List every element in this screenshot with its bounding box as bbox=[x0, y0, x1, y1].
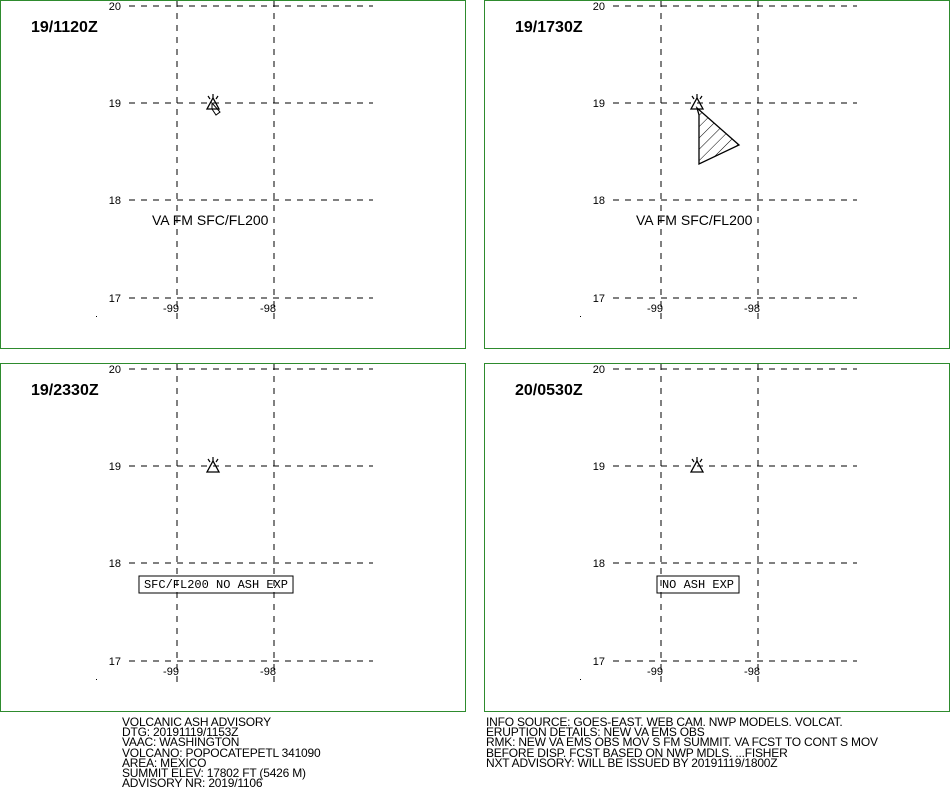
advisory-remark-cont: BEFORE DISP. FCST BASED ON NWP MDLS. ...FISHER bbox=[486, 745, 788, 760]
latitude-label: 20 bbox=[108, 1, 121, 13]
latitude-label: 17 bbox=[108, 656, 121, 668]
advisory-left-block bbox=[122, 715, 321, 791]
longitude-label: -99 bbox=[647, 303, 663, 315]
advisory-remark: RMK: NEW VA EMS OBS MOV S FM SUMMIT. VA FCST TO CONT S MOV bbox=[486, 735, 878, 750]
vertical-extent-note: VA FM SFC/FL200 bbox=[152, 212, 269, 228]
advisory-title: VOLCANIC ASH ADVISORY bbox=[122, 715, 271, 729]
latitude-label: 18 bbox=[592, 558, 605, 570]
longitude-label: -98 bbox=[260, 666, 276, 678]
longitude-label: -98 bbox=[744, 303, 760, 315]
advisory-vaac: VAAC: WASHINGTON bbox=[122, 735, 240, 750]
latitude-label: 17 bbox=[592, 293, 605, 305]
longitude-label: -98 bbox=[260, 303, 276, 315]
map-canvas bbox=[1, 364, 467, 713]
latitude-label: 17 bbox=[592, 656, 605, 668]
map-canvas bbox=[1, 1, 467, 350]
advisory-right-block bbox=[486, 717, 878, 768]
advisory-number: ADVISORY NR: 2019/1106 bbox=[122, 776, 263, 791]
panel-time: 20/0530Z bbox=[515, 382, 583, 399]
ash-status-note: NO ASH EXP bbox=[661, 578, 735, 592]
latitude-label: 20 bbox=[592, 364, 605, 376]
volcano-triangle-icon bbox=[207, 457, 219, 472]
volcano-triangle-icon bbox=[691, 457, 703, 472]
forecast-panel-1 bbox=[0, 0, 466, 349]
latitude-label: 20 bbox=[108, 364, 121, 376]
advisory-area: AREA: MEXICO bbox=[122, 755, 207, 770]
advisory-summit-elev: SUMMIT ELEV: 17802 FT (5426 M) bbox=[122, 766, 306, 781]
advisory-info-source: INFO SOURCE: GOES-EAST. WEB CAM. NWP MODELS. VOLCAT. bbox=[486, 715, 843, 729]
latitude-label: 18 bbox=[108, 558, 121, 570]
longitude-label: -99 bbox=[647, 666, 663, 678]
ash-status-note: SFC/FL200 NO ASH EXP bbox=[143, 578, 289, 592]
forecast-panel-4 bbox=[484, 363, 950, 712]
latitude-label: 19 bbox=[108, 461, 121, 473]
ash-cloud-polygon bbox=[697, 108, 739, 164]
vertical-extent-note: VA FM SFC/FL200 bbox=[636, 212, 753, 228]
latitude-label: 19 bbox=[592, 461, 605, 473]
panel-time: 19/2330Z bbox=[31, 382, 99, 399]
longitude-label: -99 bbox=[163, 666, 179, 678]
advisory-dtg: DTG: 20191119/1153Z bbox=[122, 725, 239, 740]
map-canvas bbox=[485, 364, 950, 713]
corner-dot bbox=[580, 679, 581, 680]
panel-time: 19/1730Z bbox=[515, 19, 583, 36]
corner-dot bbox=[96, 316, 97, 317]
corner-dot bbox=[96, 679, 97, 680]
latitude-label: 19 bbox=[108, 98, 121, 110]
advisory-next: NXT ADVISORY: WILL BE ISSUED BY 20191119/1800Z bbox=[486, 755, 778, 770]
latitude-label: 18 bbox=[108, 195, 121, 207]
volcano-triangle-icon bbox=[207, 94, 219, 109]
corner-dot bbox=[580, 316, 581, 317]
volcano-triangle-icon bbox=[691, 94, 703, 109]
advisory-eruption-details: ERUPTION DETAILS: NEW VA EMS OBS bbox=[486, 725, 705, 740]
latitude-label: 19 bbox=[592, 98, 605, 110]
map-canvas bbox=[485, 1, 950, 350]
longitude-label: -98 bbox=[744, 666, 760, 678]
latitude-label: 18 bbox=[592, 195, 605, 207]
advisory-volcano: VOLCANO: POPOCATEPETL 341090 bbox=[122, 745, 321, 760]
latitude-label: 17 bbox=[108, 293, 121, 305]
longitude-label: -99 bbox=[163, 303, 179, 315]
latitude-label: 20 bbox=[592, 1, 605, 13]
forecast-panel-2 bbox=[484, 0, 950, 349]
panel-time: 19/1120Z bbox=[31, 19, 98, 36]
forecast-panel-3 bbox=[0, 363, 466, 712]
